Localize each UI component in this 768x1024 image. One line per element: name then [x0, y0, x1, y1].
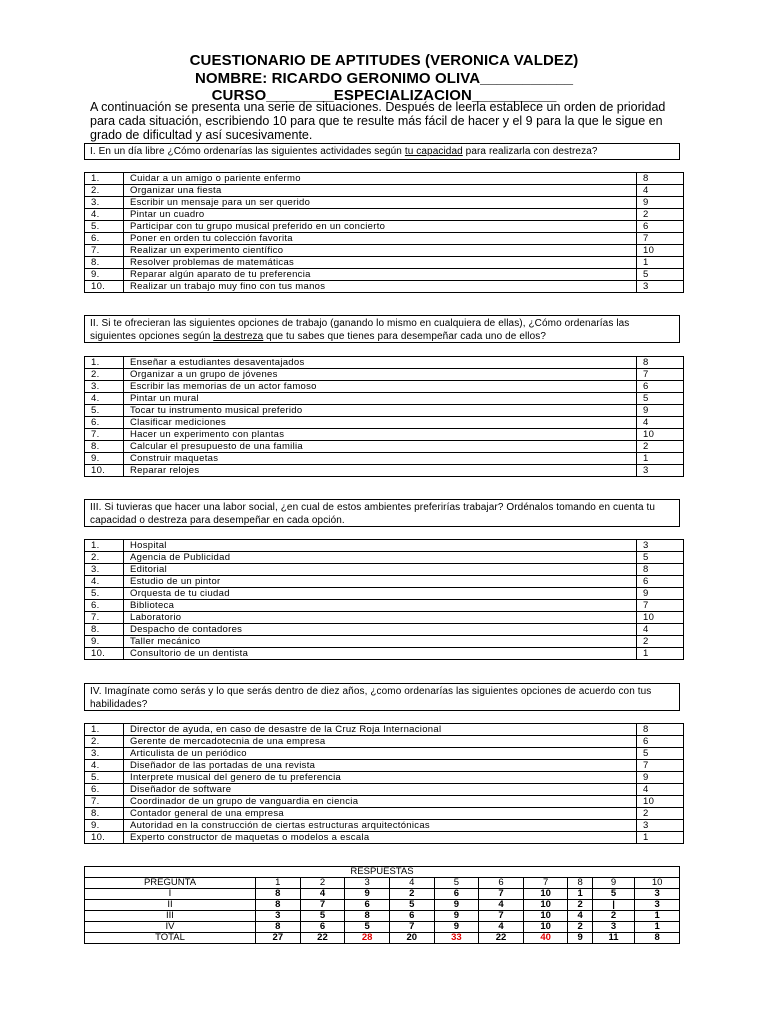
- item-row: [85, 221, 684, 233]
- item-number: 3.: [85, 748, 124, 760]
- item-number: 2.: [85, 736, 124, 748]
- items-table-2: [84, 356, 684, 477]
- item-rank: 3: [637, 465, 684, 477]
- item-text: Despacho de contadores: [124, 624, 637, 636]
- item-rank: 10: [637, 612, 684, 624]
- item-rank: 3: [637, 540, 684, 552]
- item-rank: 7: [637, 760, 684, 772]
- item-row: [85, 724, 684, 736]
- item-row: [85, 540, 684, 552]
- responses-row-label: III: [85, 911, 256, 922]
- responses-cell: 7: [389, 922, 434, 933]
- responses-cell: 1: [635, 922, 680, 933]
- responses-row: [85, 900, 680, 911]
- responses-cell: 10: [523, 922, 568, 933]
- responses-cell: 10: [523, 911, 568, 922]
- item-number: 8.: [85, 624, 124, 636]
- responses-cell: 2: [568, 922, 592, 933]
- item-number: 1.: [85, 357, 124, 369]
- item-rank: 1: [637, 648, 684, 660]
- item-text: Realizar un experimento científico: [124, 245, 637, 257]
- responses-cell: 6: [345, 900, 390, 911]
- item-rank: 2: [637, 441, 684, 453]
- responses-cell: 9: [434, 922, 479, 933]
- responses-cell: 3: [635, 900, 680, 911]
- item-number: 6.: [85, 784, 124, 796]
- item-number: 1.: [85, 724, 124, 736]
- responses-cell: 9: [434, 900, 479, 911]
- item-row: [85, 209, 684, 221]
- responses-cell: 5: [345, 922, 390, 933]
- item-row: [85, 636, 684, 648]
- responses-cell: 7: [479, 911, 524, 922]
- responses-column-header: 2: [300, 878, 345, 889]
- item-rank: 9: [637, 588, 684, 600]
- responses-row: [85, 889, 680, 900]
- item-text: Poner en orden tu colección favorita: [124, 233, 637, 245]
- item-row: [85, 648, 684, 660]
- responses-cell: 6: [389, 911, 434, 922]
- item-rank: 6: [637, 221, 684, 233]
- item-row: [85, 429, 684, 441]
- item-number: 5.: [85, 588, 124, 600]
- item-rank: 9: [637, 197, 684, 209]
- responses-total-cell: 8: [635, 933, 680, 944]
- item-number: 7.: [85, 796, 124, 808]
- item-number: 6.: [85, 417, 124, 429]
- item-row: [85, 269, 684, 281]
- responses-row-label: I: [85, 889, 256, 900]
- item-number: 4.: [85, 576, 124, 588]
- responses-cell: 4: [568, 911, 592, 922]
- item-number: 6.: [85, 233, 124, 245]
- responses-total-cell: 40: [523, 933, 568, 944]
- item-text: Escribir un mensaje para un ser querido: [124, 197, 637, 209]
- item-text: Autoridad en la construcción de ciertas estructuras arquitectónicas: [124, 820, 637, 832]
- responses-title-row: [85, 867, 680, 878]
- question-box-3: [84, 499, 680, 527]
- item-rank: 5: [637, 393, 684, 405]
- item-number: 5.: [85, 405, 124, 417]
- item-row: [85, 588, 684, 600]
- item-rank: 9: [637, 405, 684, 417]
- item-text: Editorial: [124, 564, 637, 576]
- item-text: Organizar a un grupo de jóvenes: [124, 369, 637, 381]
- instructions-text: A continuación se presenta una serie de situaciones. Después de leerla establece un orden de prioridad para cada situación, escribiendo 10 para que te resulte más fácil de hacer y el 9 para la que le sigue en grado de dificultad y así sucesivamente.: [90, 100, 666, 142]
- responses-cell: 6: [300, 922, 345, 933]
- course-line: CURSO________ESPECIALIZACION__________: [211, 87, 557, 104]
- item-number: 9.: [85, 269, 124, 281]
- responses-column-header: 3: [345, 878, 390, 889]
- item-row: [85, 808, 684, 820]
- item-number: 5.: [85, 221, 124, 233]
- item-text: Consultorio de un dentista: [124, 648, 637, 660]
- item-rank: 7: [637, 233, 684, 245]
- question-text: II. Si te ofrecieran las siguientes opciones de trabajo (ganando lo mismo en cualquiera de ellas), ¿Cómo ordenarías las siguientes opciones según: [90, 318, 630, 342]
- item-text: Calcular el presupuesto de una familia: [124, 441, 637, 453]
- responses-cell: 3: [592, 922, 635, 933]
- item-rank: 6: [637, 381, 684, 393]
- item-row: [85, 576, 684, 588]
- item-row: [85, 185, 684, 197]
- item-text: Clasificar mediciones: [124, 417, 637, 429]
- responses-column-label: PREGUNTA: [85, 878, 256, 889]
- responses-cell: 1: [568, 889, 592, 900]
- responses-row: [85, 911, 680, 922]
- item-row: [85, 257, 684, 269]
- item-rank: 4: [637, 784, 684, 796]
- question-text: I. En un día libre ¿Cómo ordenarías las siguientes actividades según: [90, 146, 405, 157]
- item-text: Participar con tu grupo musical preferido en un concierto: [124, 221, 637, 233]
- responses-total-cell: 22: [479, 933, 524, 944]
- item-rank: 5: [637, 269, 684, 281]
- item-number: 3.: [85, 564, 124, 576]
- responses-cell: 6: [434, 889, 479, 900]
- item-number: 8.: [85, 808, 124, 820]
- responses-cell: 2: [592, 911, 635, 922]
- item-number: 5.: [85, 772, 124, 784]
- item-row: [85, 600, 684, 612]
- responses-total-cell: 22: [300, 933, 345, 944]
- responses-cell: 2: [568, 900, 592, 911]
- responses-row: [85, 922, 680, 933]
- item-text: Experto constructor de maquetas o modelos a escala: [124, 832, 637, 844]
- item-number: 1.: [85, 540, 124, 552]
- item-text: Pintar un cuadro: [124, 209, 637, 221]
- item-rank: 2: [637, 209, 684, 221]
- item-rank: 5: [637, 748, 684, 760]
- item-text: Diseñador de las portadas de una revista: [124, 760, 637, 772]
- item-rank: 7: [637, 369, 684, 381]
- item-text: Estudio de un pintor: [124, 576, 637, 588]
- item-rank: 1: [637, 453, 684, 465]
- item-rank: 3: [637, 281, 684, 293]
- item-row: [85, 820, 684, 832]
- item-number: 9.: [85, 820, 124, 832]
- item-rank: 4: [637, 417, 684, 429]
- responses-column-header: 6: [479, 878, 524, 889]
- question-emphasis: tu capacidad: [404, 146, 463, 157]
- responses-total-cell: 33: [434, 933, 479, 944]
- item-number: 2.: [85, 552, 124, 564]
- responses-cell: 4: [479, 922, 524, 933]
- responses-cell: 3: [256, 911, 301, 922]
- item-number: 10.: [85, 281, 124, 293]
- items-table-4: [84, 723, 684, 844]
- item-rank: 10: [637, 429, 684, 441]
- item-rank: 4: [637, 624, 684, 636]
- student-name-line: NOMBRE: RICARDO GERONIMO OLIVA___________: [194, 70, 574, 87]
- item-text: Cuidar a un amigo o pariente enfermo: [124, 173, 637, 185]
- item-text: Coordinador de un grupo de vanguardia en ciencia: [124, 796, 637, 808]
- responses-total-cell: 11: [592, 933, 635, 944]
- responses-cell: 5: [592, 889, 635, 900]
- item-row: [85, 465, 684, 477]
- responses-column-header: 10: [635, 878, 680, 889]
- responses-cell: 10: [523, 900, 568, 911]
- question-text: IV. Imagínate como serás y lo que serás dentro de diez años, ¿como ordenarías las siguientes opciones de acuerdo con tus habilidades?: [90, 686, 652, 710]
- question-emphasis: la destreza: [213, 331, 264, 342]
- item-row: [85, 281, 684, 293]
- responses-cell: 10: [523, 889, 568, 900]
- responses-total-cell: 28: [345, 933, 390, 944]
- item-text: Reparar relojes: [124, 465, 637, 477]
- item-text: Realizar un trabajo muy fino con tus manos: [124, 281, 637, 293]
- item-text: Articulista de un periódico: [124, 748, 637, 760]
- responses-cell: 7: [300, 900, 345, 911]
- item-rank: 6: [637, 576, 684, 588]
- item-number: 10.: [85, 465, 124, 477]
- item-rank: 2: [637, 808, 684, 820]
- item-text: Construir maquetas: [124, 453, 637, 465]
- question-box-4: [84, 683, 680, 711]
- item-row: [85, 552, 684, 564]
- item-text: Hacer un experimento con plantas: [124, 429, 637, 441]
- responses-column-header: 9: [592, 878, 635, 889]
- item-number: 7.: [85, 245, 124, 257]
- responses-row-label: II: [85, 900, 256, 911]
- item-row: [85, 417, 684, 429]
- responses-cell: 4: [479, 900, 524, 911]
- item-row: [85, 369, 684, 381]
- item-rank: 8: [637, 173, 684, 185]
- items-table-3: [84, 539, 684, 660]
- responses-column-header: 1: [256, 878, 301, 889]
- item-number: 8.: [85, 441, 124, 453]
- responses-total-cell: 27: [256, 933, 301, 944]
- responses-cell: 9: [345, 889, 390, 900]
- responses-total-cell: 20: [389, 933, 434, 944]
- item-text: Gerente de mercadotecnia de una empresa: [124, 736, 637, 748]
- item-rank: 8: [637, 564, 684, 576]
- question-text-end: para realizarla con destreza?: [462, 146, 598, 157]
- responses-column-header: 7: [523, 878, 568, 889]
- item-rank: 9: [637, 772, 684, 784]
- item-row: [85, 624, 684, 636]
- item-text: Interprete musical del genero de tu preferencia: [124, 772, 637, 784]
- item-text: Laboratorio: [124, 612, 637, 624]
- responses-column-header: 8: [568, 878, 592, 889]
- responses-cell: 9: [434, 911, 479, 922]
- item-number: 8.: [85, 257, 124, 269]
- item-row: [85, 173, 684, 185]
- item-text: Biblioteca: [124, 600, 637, 612]
- item-row: [85, 796, 684, 808]
- item-text: Diseñador de software: [124, 784, 637, 796]
- responses-cell: 8: [256, 900, 301, 911]
- item-number: 1.: [85, 173, 124, 185]
- item-text: Organizar una fiesta: [124, 185, 637, 197]
- item-number: 10.: [85, 832, 124, 844]
- responses-total-label: TOTAL: [85, 933, 256, 944]
- item-row: [85, 784, 684, 796]
- question-box-1: [84, 143, 680, 160]
- item-row: [85, 197, 684, 209]
- item-number: 7.: [85, 429, 124, 441]
- item-text: Escribir las memorias de un actor famoso: [124, 381, 637, 393]
- responses-cell: |: [592, 900, 635, 911]
- item-text: Orquesta de tu ciudad: [124, 588, 637, 600]
- responses-cell: 7: [479, 889, 524, 900]
- responses-cell: 5: [300, 911, 345, 922]
- responses-cell: 3: [635, 889, 680, 900]
- item-text: Resolver problemas de matemáticas: [124, 257, 637, 269]
- item-row: [85, 393, 684, 405]
- item-text: Taller mecánico: [124, 636, 637, 648]
- item-row: [85, 760, 684, 772]
- item-rank: 3: [637, 820, 684, 832]
- item-number: 4.: [85, 393, 124, 405]
- responses-total-row: [85, 933, 680, 944]
- item-row: [85, 453, 684, 465]
- item-row: [85, 564, 684, 576]
- item-row: [85, 441, 684, 453]
- item-row: [85, 233, 684, 245]
- question-box-2: [84, 315, 680, 343]
- responses-cell: 8: [345, 911, 390, 922]
- item-row: [85, 245, 684, 257]
- responses-cell: 4: [300, 889, 345, 900]
- item-rank: 2: [637, 636, 684, 648]
- item-number: 3.: [85, 381, 124, 393]
- responses-table: [84, 866, 680, 944]
- item-rank: 5: [637, 552, 684, 564]
- item-rank: 10: [637, 245, 684, 257]
- responses-cell: 8: [256, 889, 301, 900]
- item-rank: 8: [637, 724, 684, 736]
- responses-cell: 8: [256, 922, 301, 933]
- item-rank: 10: [637, 796, 684, 808]
- item-number: 10.: [85, 648, 124, 660]
- item-text: Pintar un mural: [124, 393, 637, 405]
- item-row: [85, 405, 684, 417]
- responses-total-cell: 9: [568, 933, 592, 944]
- item-row: [85, 748, 684, 760]
- item-text: Hospital: [124, 540, 637, 552]
- item-row: [85, 381, 684, 393]
- document-title: CUESTIONARIO DE APTITUDES (VERONICA VALDEZ): [189, 52, 579, 69]
- item-rank: 1: [637, 832, 684, 844]
- item-rank: 6: [637, 736, 684, 748]
- question-text-end: que tu sabes que tienes para desempeñar cada uno de ellos?: [263, 331, 547, 342]
- item-rank: 7: [637, 600, 684, 612]
- item-number: 4.: [85, 209, 124, 221]
- item-text: Director de ayuda, en caso de desastre de la Cruz Roja Internacional: [124, 724, 637, 736]
- item-row: [85, 772, 684, 784]
- item-row: [85, 832, 684, 844]
- item-row: [85, 357, 684, 369]
- item-row: [85, 736, 684, 748]
- item-number: 2.: [85, 185, 124, 197]
- responses-column-header: 5: [434, 878, 479, 889]
- item-rank: 1: [637, 257, 684, 269]
- responses-title: RESPUESTAS: [85, 867, 680, 878]
- item-text: Contador general de una empresa: [124, 808, 637, 820]
- item-number: 4.: [85, 760, 124, 772]
- responses-cell: 1: [635, 911, 680, 922]
- responses-row-label: IV: [85, 922, 256, 933]
- item-number: 9.: [85, 636, 124, 648]
- responses-cell: 2: [389, 889, 434, 900]
- responses-header-row: [85, 878, 680, 889]
- item-number: 9.: [85, 453, 124, 465]
- item-number: 7.: [85, 612, 124, 624]
- item-rank: 8: [637, 357, 684, 369]
- item-number: 3.: [85, 197, 124, 209]
- item-text: Reparar algún aparato de tu preferencia: [124, 269, 637, 281]
- item-row: [85, 612, 684, 624]
- responses-column-header: 4: [389, 878, 434, 889]
- question-text: III. Si tuvieras que hacer una labor social, ¿en cual de estos ambientes preferirías trabajar? Ordénalos tomando en cuenta tu capacidad o destreza para desempeñar en cada opción.: [90, 502, 656, 526]
- item-text: Agencia de Publicidad: [124, 552, 637, 564]
- item-text: Tocar tu instrumento musical preferido: [124, 405, 637, 417]
- item-text: Enseñar a estudiantes desaventajados: [124, 357, 637, 369]
- item-rank: 4: [637, 185, 684, 197]
- items-table-1: [84, 172, 684, 293]
- item-number: 6.: [85, 600, 124, 612]
- responses-cell: 5: [389, 900, 434, 911]
- item-number: 2.: [85, 369, 124, 381]
